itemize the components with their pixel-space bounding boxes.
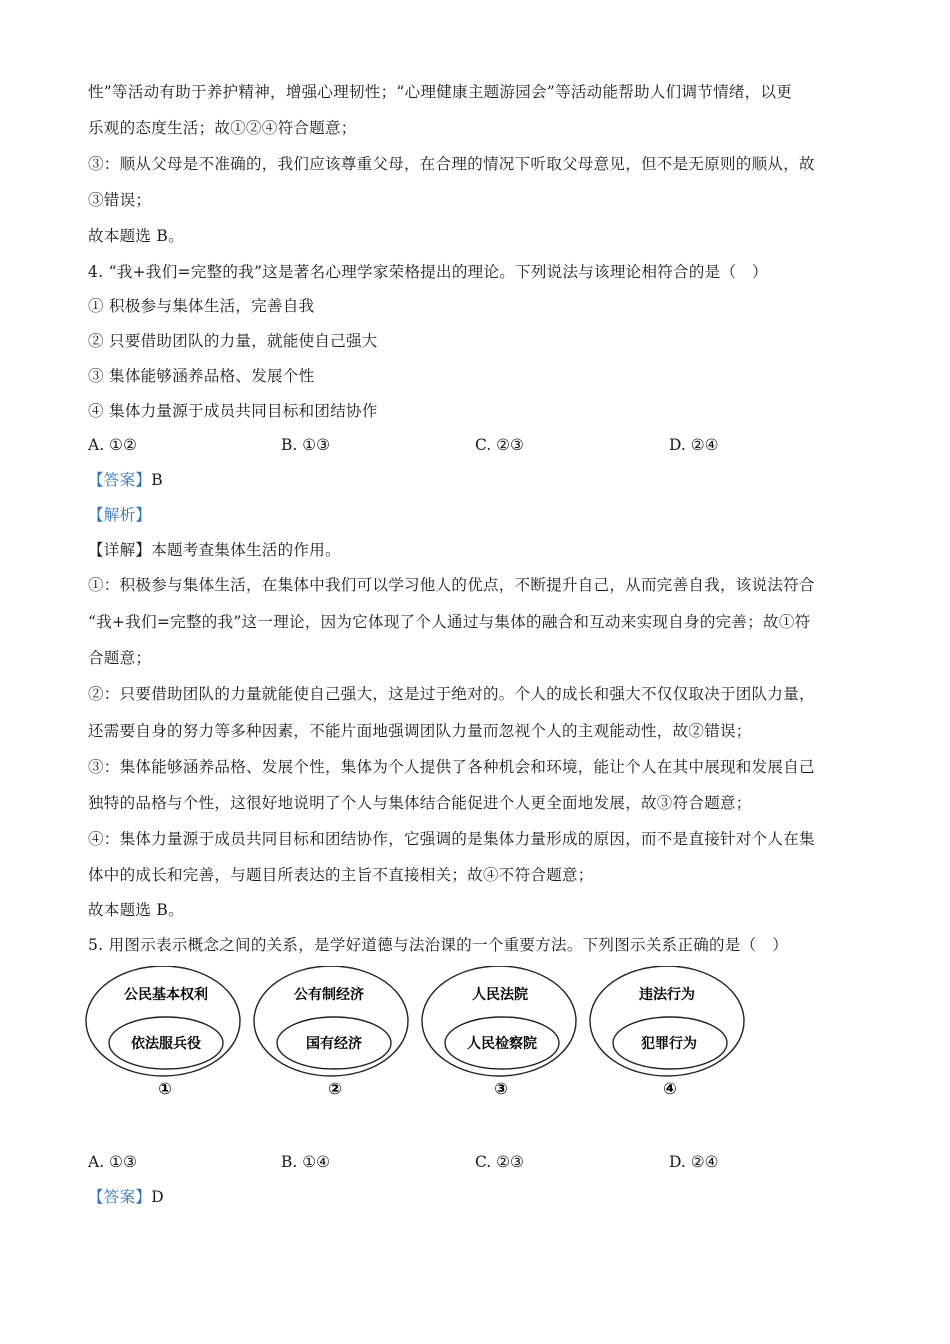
concept-diagrams xyxy=(0,966,950,1106)
explanation-line: 故本题选 B。 xyxy=(88,901,184,919)
explanation-line: “我+我们=完整的我”这一理论，因为它体现了个人通过与集体的融合和互动来实现自身的完善；故①符 xyxy=(88,613,811,631)
answer-value: B xyxy=(151,471,163,489)
answer-value: D xyxy=(151,1188,164,1206)
text-line: ③：顺从父母是不准确的，我们应该尊重父母，在合理的情况下听取父母意见，但不是无原则的顺从，故 xyxy=(88,155,815,173)
outer-concept-label: 公民基本权利 xyxy=(124,987,208,1003)
inner-concept-label: 依法服兵役 xyxy=(131,1036,201,1052)
question-4-option-a: A. ①② xyxy=(88,436,137,454)
question-4-option-b: B. ①③ xyxy=(281,436,331,454)
diagram-number: ① xyxy=(158,1079,172,1098)
concept-diagram-1 xyxy=(86,966,240,1098)
question-5-option-a: A. ①③ xyxy=(88,1153,137,1171)
explanation-line: ③：集体能够涵养品格、发展个性，集体为个人提供了各种机会和环境，能让个人在其中展现和发展自己 xyxy=(88,758,815,776)
explanation-line: 体中的成长和完善，与题目所表达的主旨不直接相关；故④不符合题意； xyxy=(88,866,594,884)
concept-diagram-4 xyxy=(590,966,744,1098)
question-5-stem: 5. 用图示表示概念之间的关系，是学好道德与法治课的一个重要方法。下列图示关系正确的是（ ） xyxy=(88,936,789,954)
explanation-line: ②：只要借助团队的力量就能使自己强大，这是过于绝对的。个人的成长和强大不仅仅取决于团队力量， xyxy=(88,685,815,703)
analysis-tag: 【解析】 xyxy=(88,506,152,524)
answer-tag: 【答案】 xyxy=(88,471,152,489)
diagram-number: ② xyxy=(328,1079,342,1098)
question-5-option-c: C. ②③ xyxy=(475,1153,524,1171)
question-4-item: ① 积极参与集体生活，完善自我 xyxy=(88,297,315,315)
outer-concept-label: 违法行为 xyxy=(639,987,695,1003)
question-4-answer xyxy=(88,469,163,491)
question-4-option-d: D. ②④ xyxy=(669,436,719,454)
outer-concept-label: 公有制经济 xyxy=(294,987,364,1003)
explanation-line: 独特的品格与个性，这很好地说明了个人与集体结合能促进个人更全面地发展，故③符合题意； xyxy=(88,794,752,812)
explanation-line: 还需要自身的努力等多种因素，不能片面地强调团队力量而忽视个人的主观能动性，故②错误； xyxy=(88,722,752,740)
diagram-number: ③ xyxy=(494,1079,508,1098)
outer-concept-label: 人民法院 xyxy=(472,987,528,1003)
inner-concept-label: 国有经济 xyxy=(306,1036,362,1052)
question-4-option-c: C. ②③ xyxy=(475,436,524,454)
question-5-option-b: B. ①④ xyxy=(281,1153,331,1171)
question-4-item: ④ 集体力量源于成员共同目标和团结协作 xyxy=(88,402,378,420)
explanation-line: 合题意； xyxy=(88,649,152,667)
inner-concept-label: 人民检察院 xyxy=(467,1036,537,1052)
text-line: ③错误； xyxy=(88,191,152,209)
question-5-answer xyxy=(88,1186,164,1208)
explanation-line: ①：积极参与集体生活，在集体中我们可以学习他人的优点，不断提升自己，从而完善自我，该说法符合 xyxy=(88,576,815,594)
question-5-option-d: D. ②④ xyxy=(669,1153,719,1171)
concept-diagram-2 xyxy=(254,966,408,1098)
inner-concept-label: 犯罪行为 xyxy=(641,1036,697,1052)
diagram-number: ④ xyxy=(663,1079,677,1098)
detail-line: 【详解】本题考查集体生活的作用。 xyxy=(88,541,341,559)
question-4-item: ③ 集体能够涵养品格、发展个性 xyxy=(88,367,315,385)
text-line: 乐观的态度生活；故①②④符合题意； xyxy=(88,119,357,137)
answer-tag: 【答案】 xyxy=(88,1188,152,1206)
question-4-stem: 4. “我+我们=完整的我”这是著名心理学家荣格提出的理论。下列说法与该理论相符合的是（ ） xyxy=(88,263,768,281)
concept-diagram-3 xyxy=(422,966,576,1098)
text-line: 故本题选 B。 xyxy=(88,227,184,245)
explanation-line: ④：集体力量源于成员共同目标和团结协作，它强调的是集体力量形成的原因，而不是直接针对个人在集 xyxy=(88,830,815,848)
text-line: 性”等活动有助于养护精神，增强心理韧性；“心理健康主题游园会”等活动能帮助人们调节情绪，以更 xyxy=(88,83,793,101)
question-4-item: ② 只要借助团队的力量，就能使自己强大 xyxy=(88,332,378,350)
